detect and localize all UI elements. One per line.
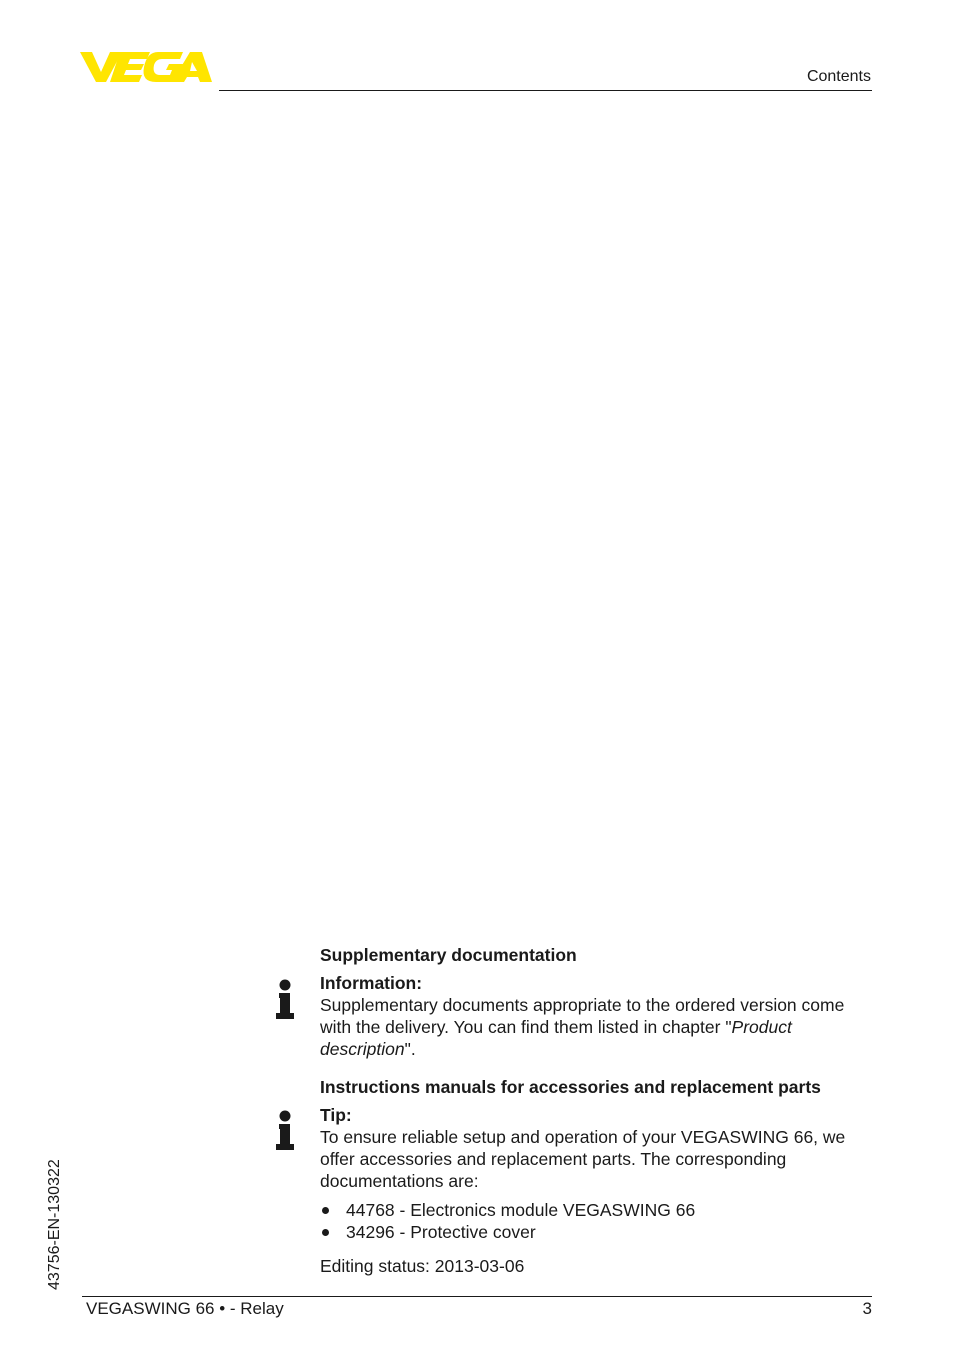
information-text	[320, 994, 875, 1060]
information-icon	[275, 979, 295, 1021]
list-item-text: 44768 - Electronics module VEGASWING 66	[346, 1200, 696, 1220]
header-section-label: Contents	[806, 68, 871, 85]
list-item-text: 34296 - Protective cover	[346, 1222, 536, 1242]
list-item	[320, 1221, 875, 1243]
header-rule	[219, 90, 872, 91]
tip-block	[320, 1104, 875, 1277]
document-code: 43756-EN-130322	[46, 1159, 63, 1290]
list-item	[320, 1199, 875, 1221]
vega-logo	[80, 50, 212, 84]
accessories-heading-block	[320, 1076, 875, 1098]
chapter-reference: Product description	[320, 1017, 792, 1059]
footer-rule	[82, 1296, 872, 1297]
information-text-part: Supplementary documents appropriate to the ordered version come with the delivery. You can find them listed in chapter "	[320, 995, 845, 1037]
information-block	[320, 972, 875, 1060]
documentation-list	[320, 1199, 875, 1243]
section-heading: Supplementary documentation	[320, 945, 577, 965]
editing-status: Editing status: 2013-03-06	[320, 1256, 525, 1276]
information-label: Information:	[320, 973, 423, 993]
page-number: 3	[862, 1299, 872, 1318]
information-icon	[275, 1110, 295, 1152]
footer-title: VEGASWING 66 • - Relay	[86, 1299, 284, 1318]
tip-label: Tip:	[320, 1105, 352, 1125]
section-heading: Instructions manuals for accessories and replacement parts	[320, 1077, 821, 1097]
tip-text: To ensure reliable setup and operation of your VEGASWING 66, we offer accessories and replacement parts. The corresponding documentations are:	[320, 1127, 846, 1191]
information-text-end: ".	[404, 1039, 416, 1059]
supplementary-heading	[320, 944, 875, 966]
bullet-icon	[322, 1207, 329, 1214]
bullet-icon	[322, 1229, 329, 1236]
